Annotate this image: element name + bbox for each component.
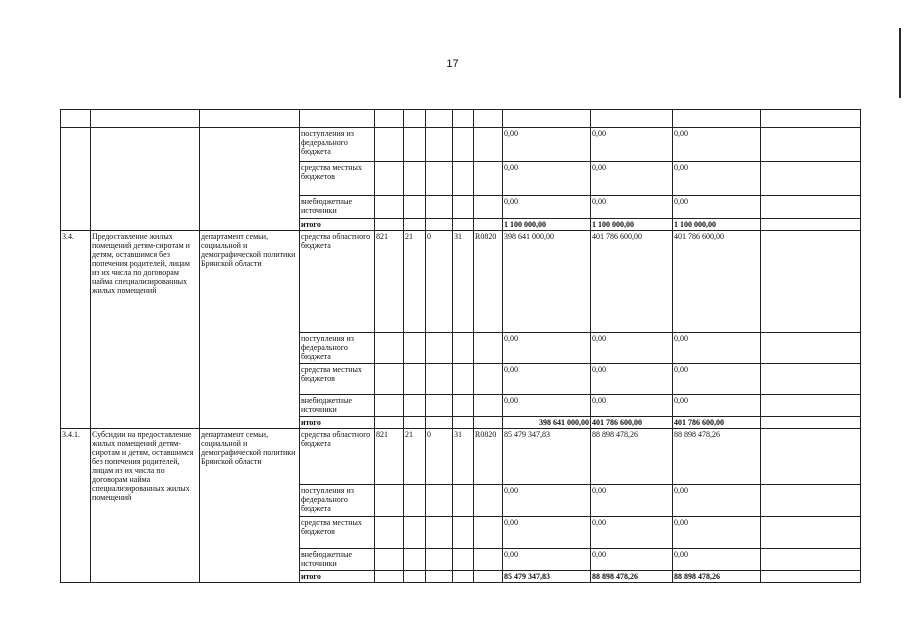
cell-pr: 0 xyxy=(426,231,453,333)
cell-value-1: 85 479 347,83 xyxy=(503,429,591,485)
cell-value-3: 0,00 xyxy=(673,364,761,395)
cell-value-2: 0,00 xyxy=(591,196,673,219)
cell-num xyxy=(61,128,91,231)
cell-source: средства областного бюджета xyxy=(300,429,375,485)
cell-value-1: 398 641 000,00 xyxy=(503,417,591,429)
cell-source: средства местных бюджетов xyxy=(300,162,375,196)
cell-value-3: 0,00 xyxy=(673,128,761,162)
cell-value-2: 88 898 478,26 xyxy=(591,429,673,485)
cell-value-3: 88 898 478,26 xyxy=(673,429,761,485)
cell-value-2: 0,00 xyxy=(591,395,673,417)
cell-value-3: 0,00 xyxy=(673,549,761,571)
cell-value-1: 398 641 000,00 xyxy=(503,231,591,333)
cell-value-1: 0,00 xyxy=(503,517,591,549)
cell-value-1: 0,00 xyxy=(503,196,591,219)
budget-table-body xyxy=(61,110,861,583)
cell-value-1: 0,00 xyxy=(503,333,591,364)
budget-table xyxy=(60,109,861,583)
cell-value-3: 0,00 xyxy=(673,162,761,196)
cell-value-3: 1 100 000,00 xyxy=(673,219,761,231)
cell-value-2: 0,00 xyxy=(591,549,673,571)
cell-value-1: 1 100 000,00 xyxy=(503,219,591,231)
scan-edge-line xyxy=(899,28,901,98)
cell-source: итого xyxy=(300,417,375,429)
cell-value-1: 0,00 xyxy=(503,549,591,571)
cell-value-3: 88 898 478,26 xyxy=(673,571,761,583)
cell-value-2: 1 100 000,00 xyxy=(591,219,673,231)
cell-grbs: 821 xyxy=(375,429,404,485)
cell-source: поступления из федерального бюджета xyxy=(300,128,375,162)
cell-source: итого xyxy=(300,219,375,231)
cell-name xyxy=(91,128,200,231)
cell-value-2: 0,00 xyxy=(591,128,673,162)
table-row xyxy=(61,429,861,485)
cell-source: средства областного бюджета xyxy=(300,231,375,333)
cell-value-3: 0,00 xyxy=(673,333,761,364)
cell-value-2: 401 786 600,00 xyxy=(591,417,673,429)
cell-rz: 21 xyxy=(404,429,426,485)
cell-cs: 31 xyxy=(453,231,474,333)
cell-value-2: 0,00 xyxy=(591,364,673,395)
cell-source: итого xyxy=(300,571,375,583)
cell-value-1: 0,00 xyxy=(503,128,591,162)
cell-rz: 21 xyxy=(404,231,426,333)
cell-value-2: 88 898 478,26 xyxy=(591,571,673,583)
cell-cs2: R0820 xyxy=(474,231,503,333)
cell-source: внебюджетные источники xyxy=(300,549,375,571)
cell-name: Предоставление жилых помещений детям-сиротам и детям, оставшимся без попечения родителей, лицам из их числа по договорам найма специализированных жилых помещений xyxy=(91,231,200,429)
cell-name: Субсидии на предоставление жилых помещений детям-сиротам и детям, оставшимся без попечения родителей, лицам из их числа по договорам найма специализированных жилых помещений xyxy=(91,429,200,583)
cell-value-3: 0,00 xyxy=(673,196,761,219)
cell-source: внебюджетные источники xyxy=(300,395,375,417)
cell-grbs: 821 xyxy=(375,231,404,333)
cell-value-1: 0,00 xyxy=(503,162,591,196)
cell-value-1: 0,00 xyxy=(503,395,591,417)
cell-source: внебюджетные источники xyxy=(300,196,375,219)
cell-value-2: 0,00 xyxy=(591,517,673,549)
table-row xyxy=(61,128,861,162)
cell-cs2: R0820 xyxy=(474,429,503,485)
cell-value-3: 0,00 xyxy=(673,517,761,549)
table-row xyxy=(61,231,861,333)
cell-value-3: 401 786 600,00 xyxy=(673,417,761,429)
cell-value-1: 0,00 xyxy=(503,485,591,517)
cell-value-2: 0,00 xyxy=(591,162,673,196)
cell-source: поступления из федерального бюджета xyxy=(300,333,375,364)
cell-value-2: 0,00 xyxy=(591,333,673,364)
cell-value-2: 401 786 600,00 xyxy=(591,231,673,333)
cell-value-1: 85 479 347,83 xyxy=(503,571,591,583)
cell-value-2: 0,00 xyxy=(591,485,673,517)
cell-executor xyxy=(200,128,300,231)
cell-value-3: 0,00 xyxy=(673,485,761,517)
cell-executor: департамент семьи, социальной и демографической политики Брянской области xyxy=(200,231,300,429)
page-number: 17 xyxy=(446,58,459,70)
cell-source: поступления из федерального бюджета xyxy=(300,485,375,517)
cell-source: средства местных бюджетов xyxy=(300,364,375,395)
cell-num: 3.4. xyxy=(61,231,91,429)
cell-value-1: 0,00 xyxy=(503,364,591,395)
cell-value-3: 401 786 600,00 xyxy=(673,231,761,333)
cell-source: средства местных бюджетов xyxy=(300,517,375,549)
cell-num: 3.4.1. xyxy=(61,429,91,583)
cell-cs: 31 xyxy=(453,429,474,485)
cell-executor: департамент семьи, социальной и демографической политики Брянской области xyxy=(200,429,300,583)
cell-value-3: 0,00 xyxy=(673,395,761,417)
cell-pr: 0 xyxy=(426,429,453,485)
table-row xyxy=(61,110,861,128)
